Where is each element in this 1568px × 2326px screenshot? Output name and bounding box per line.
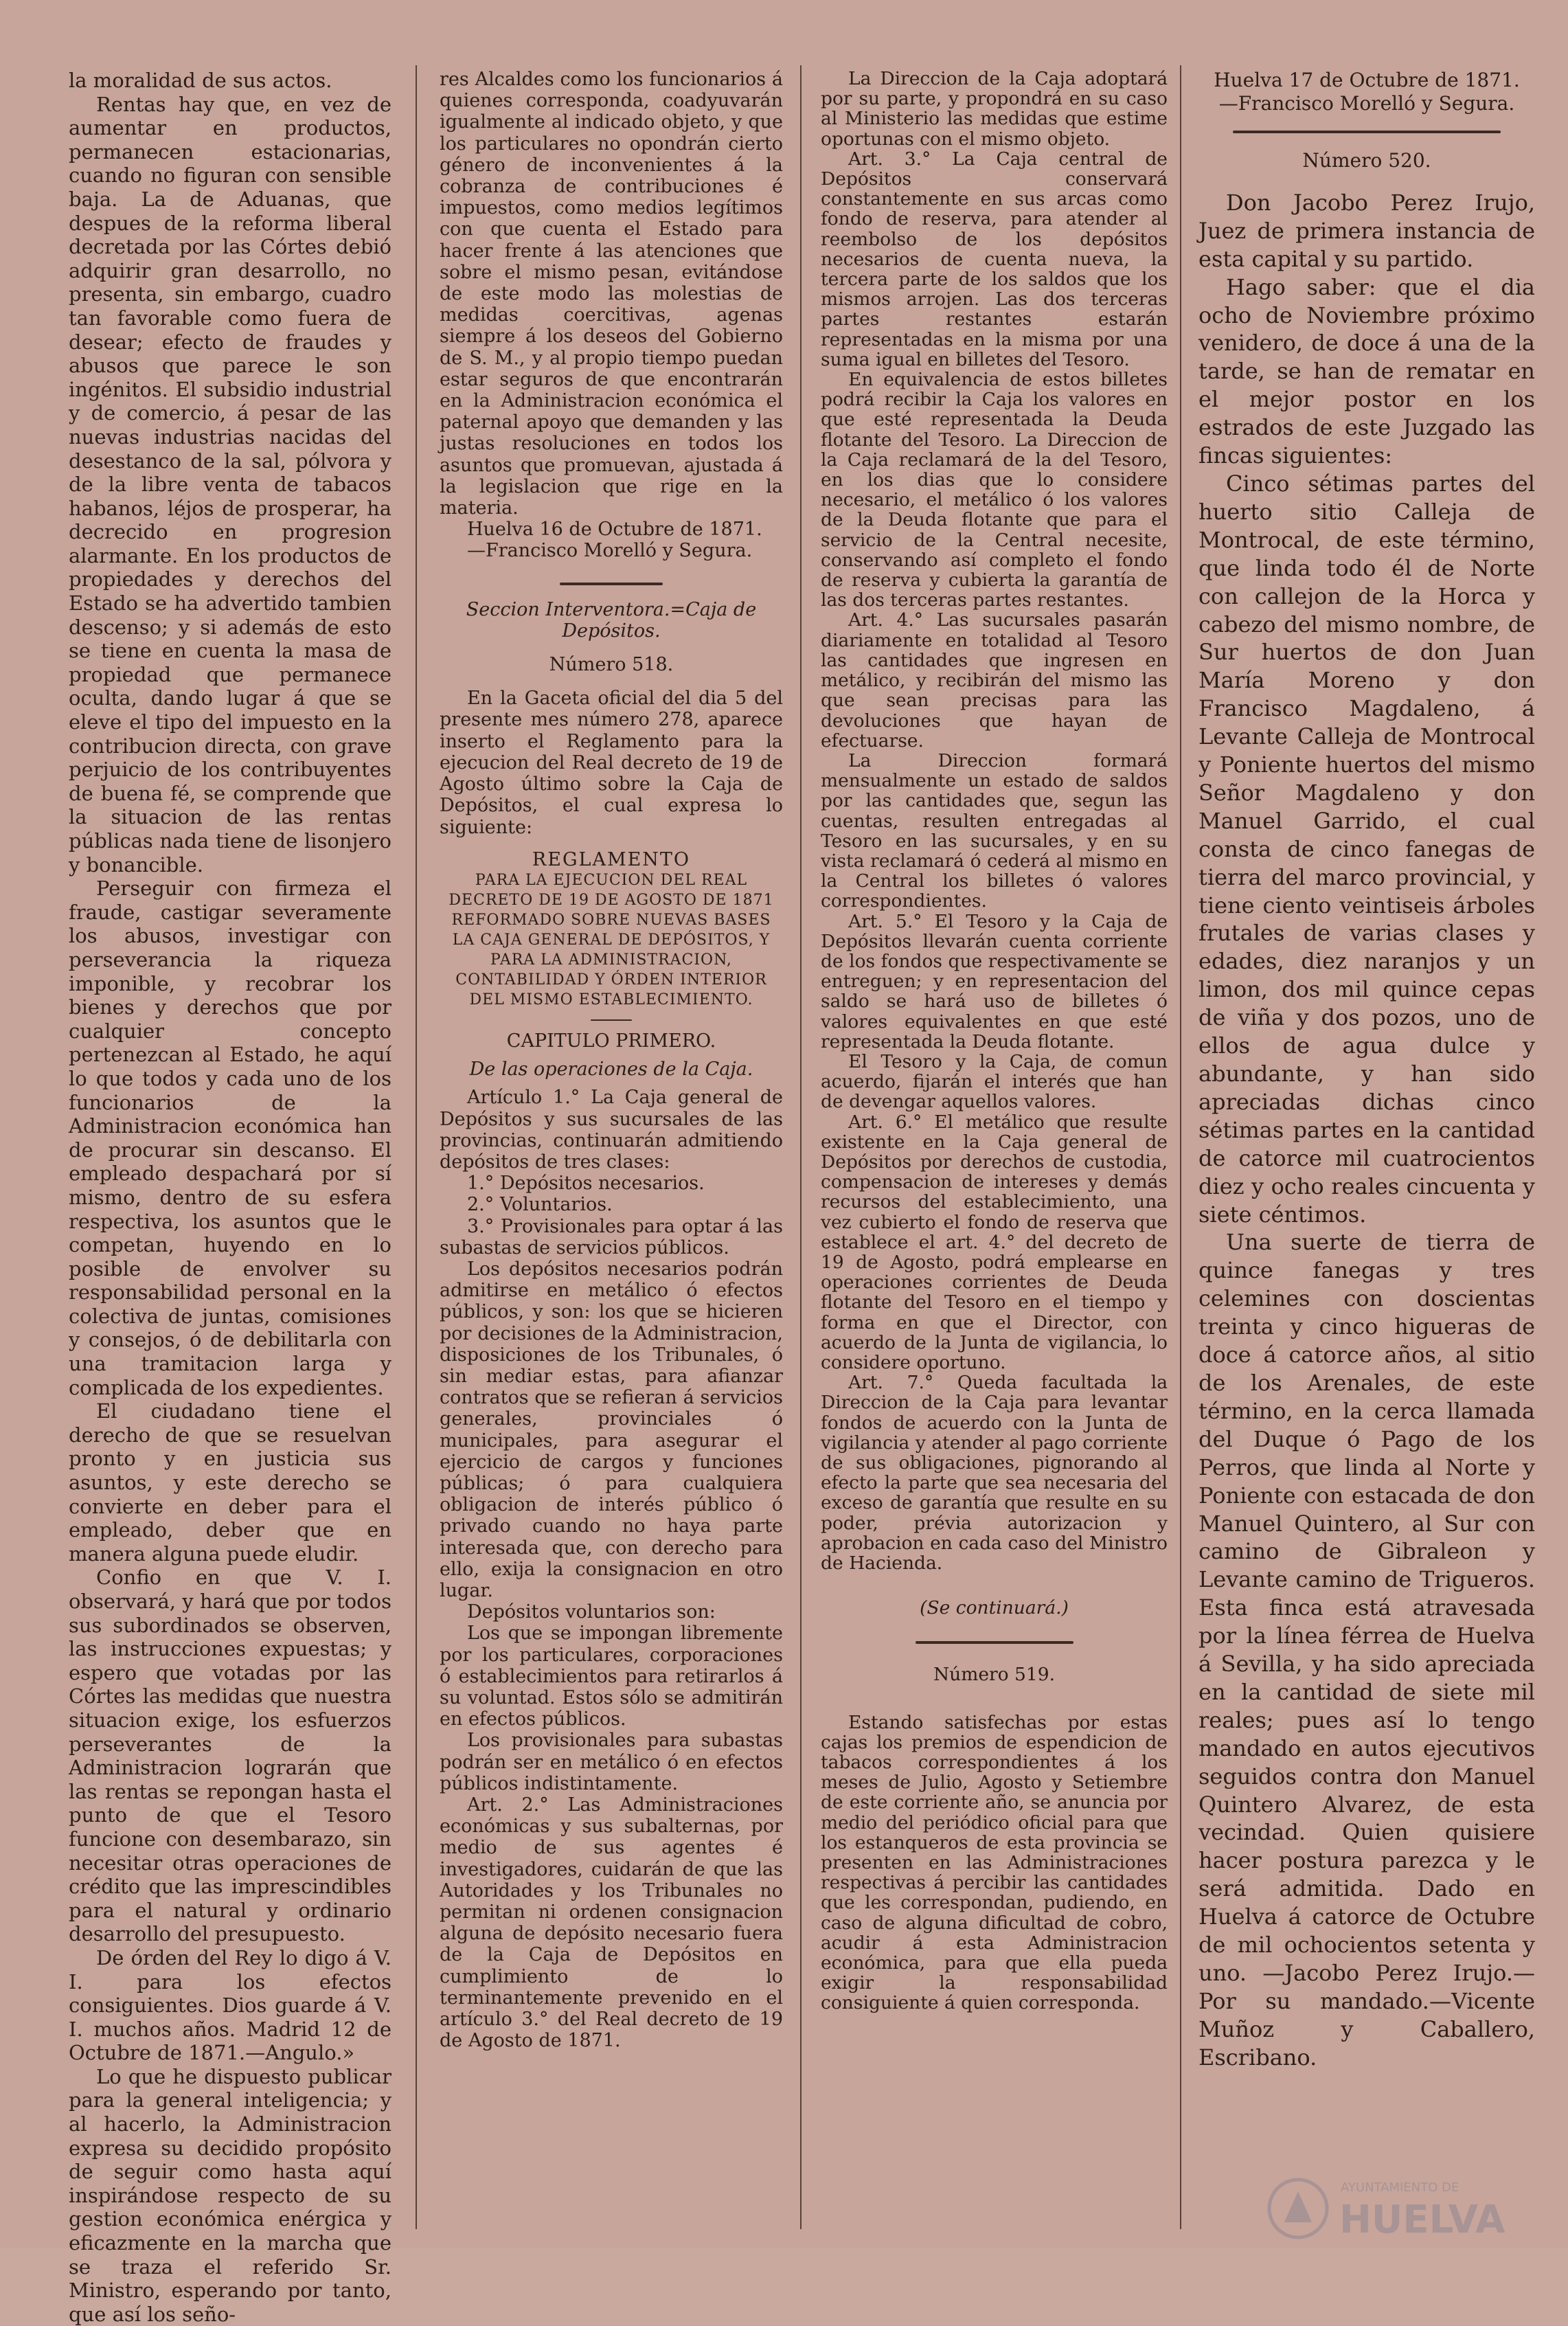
paragraph: Rentas hay que, en vez de aumentar en productos, permanecen estacionarias, cuando no figuran con sensible baja. La de Aduanas, que despues de la reforma liberal decretada por las Córtes debió adquirir gran desarrollo, no presenta, sin embargo, cuadro tan favorable como fuera de desear; efecto de fraudes y abusos que parece le son ingénitos. El subsidio industrial y de comercio, á pesar de las nuevas industrias nacidas del desestanco de la sal, pólvora y de la libre venta de tabacos habanos, léjos de prosperar, ha decrecido en progresion alarmante. En los productos de propiedades y derechos del Estado se ha advertido tambien descenso; y si además de esto se tiene en cuenta la masa de propiedad que permanece oculta, dando lugar á que se eleve el tipo del impuesto en la contribucion directa, con grave perjuicio de los contribuyentes de buena fé, se comprende que la situacion de las rentas públicas nada tiene de lisonjero y bonancible. xyxy=(69,92,391,877)
paragraph: La Direccion formará mensualmente un estado de saldos por las cantidades que, segun las cuentas, resulten entregadas al Tesoro en las sucursales, y en su vista reclamará ó cederá al mismo en la Central los billetes ó valores correspondientes. xyxy=(821,749,1168,912)
reglamento-title: REGLAMENTO xyxy=(532,848,691,870)
paragraph: En equivalencia de estos billetes podrá recibir la Caja los valores en que esté representada la Deuda flotante del Tesoro. La Direccion de la Caja reclamará de la del Tesoro, en los dias que lo considere necesario, el metálico ó los valores de la Deuda flotante que para el servicio de la Central necesite, conservando así completo el fondo de reserva y cubierta la garantía de las dos terceras partes restantes. xyxy=(821,369,1168,611)
divider xyxy=(1233,131,1501,133)
paragraph: Art. 2.° Las Administraciones económicas y sus subalternas, por medio de sus agentes é investigadores, cuidarán de que las Autoridades y los Tribunales no permitan ni ordenen consignacion alguna de depósito necesario fuera de la Caja de Depósitos en cumplimiento de lo terminantemente prevenido en el artículo 3.° del Real decreto de 19 de Agosto de 1871. xyxy=(440,1794,783,2052)
chapter-subtitle: De las operaciones de la Caja. xyxy=(469,1059,753,1081)
paragraph: Art. 4.° Las sucursales pasarán diariamente en totalidad al Tesoro las cantidades que ingresen en metálico, y recibirán del mismo las que sean precisas para las devoluciones que hayan de efectuarse. xyxy=(821,609,1168,752)
paragraph: Los provisionales para subastas podrán ser en metálico ó en efectos públicos indistintamente. xyxy=(440,1730,783,1794)
paragraph: la moralidad de sus actos. xyxy=(69,69,332,92)
signature-date: Huelva 17 de Octubre de 1871. xyxy=(1214,69,1520,91)
list-item: 3.° Provisionales para optar á las subastas de servicios públicos. xyxy=(440,1215,783,1258)
paragraph: Estando satisfechas por estas cajas los premios de espendicion de tabacos correspondientes á los meses de Julio, Agosto y Setiembre de este corriente año, se anuncia por medio del periódico oficial para que los estanqueros de esta provincia se presenten en las Administraciones respectivas á percibir las cantidades que les correspondan, pudiendo, en caso de alguna dificultad de cobro, acudir á esta Administracion económica, para que ella pueda exigir la responsabilidad consiguiente á quien corresponda. xyxy=(821,1711,1168,2014)
paragraph: Depósitos voluntarios son: xyxy=(467,1601,716,1623)
paragraph: La Direccion de la Caja adoptará por su parte, y propondrá en su caso al Ministerio las medidas que estime oportunas con el mismo objeto. xyxy=(821,68,1168,150)
signature-name: —Francisco Morelló y Segura. xyxy=(467,540,753,562)
paragraph: Art. 6.° El metálico que resulte existente en la Caja general de Depósitos por derechos de custodia, compensacion de intereses y demás recursos del establecimiento, una vez cubierto el fondo de reserva que establece el art. 4.° del decreto de 19 de Agosto, podrá emplearse en operaciones corrientes de Deuda flotante del Tesoro en el tiempo y forma en que el Director, con acuerdo de la Junta de vigilancia, lo considere oportuno. xyxy=(821,1111,1168,1373)
column-3 xyxy=(821,69,1168,2212)
paragraph: Don Jacobo Perez Irujo, Juez de primera instancia de esta capital y su partido. xyxy=(1198,189,1535,272)
list-item: 1.° Depósitos necesarios. xyxy=(467,1173,705,1195)
paragraph: El ciudadano tiene el derecho de que se resuelvan pronto y en justicia sus asuntos, y este derecho se convierte en deber para el empleado, deber que en manera alguna puede eludir. xyxy=(69,1399,391,1566)
paragraph: Los que se impongan libremente por los particulares, corporaciones ó establecimientos para retirarlos á su voluntad. Estos sólo se admitirán en efectos públicos. xyxy=(440,1623,783,1730)
paragraph: Lo que he dispuesto publicar para la general inteligencia; y al hacerlo, la Administracion expresa su decidido propósito de seguir como hasta aquí inspirándose respecto de su gestion económica enérgica y eficazmente en la marcha que se traza el referido Sr. Ministro, esperando por tanto, que así los seño- xyxy=(69,2064,391,2326)
paragraph: En la Gaceta oficial del dia 5 del presente mes número 278, aparece inserto el Reglamento para la ejecucion del Real decreto de 19 de Agosto último sobre la Caja de Depósitos, el cual expresa lo siguiente: xyxy=(440,688,783,838)
paragraph: res Alcaldes como los funcionarios á quienes corresponda, coadyuvarán igualmente al indicado objeto, y que los particulares no opondrán cierto género de inconvenientes á la cobranza de contribuciones é impuestos, como medios legítimos con que cuenta el Estado para hacer frente á las atenciones que sobre el mismo pesan, evitándose de este modo las molestias de medidas coercitivas, agenas siempre á los deseos del Gobierno de S. M., y al propio tiempo puedan estar seguros de que encontrarán en la Administracion económica el paternal apoyo que demanden y las justas resoluciones en todos los asuntos que promuevan, ajustada á la legislacion que rige en la materia. xyxy=(440,69,783,519)
signature-date: Huelva 16 de Octubre de 1871. xyxy=(467,519,762,541)
paragraph: Artículo 1.° La Caja general de Depósitos y sus sucursales de las provincias, continuarán admitiendo depósitos de tres clases: xyxy=(440,1087,783,1173)
reglamento-subtitle: PARA LA EJECUCION DEL REAL DECRETO DE 19 DE AGOSTO DE 1871 REFORMADO SOBRE NUEVAS BASES LA CAJA GENERAL DE DEPÓSITOS, Y PARA LA ADMINISTRACION, CONTABILIDAD Y ÓRDEN INTERIOR DEL MISMO ESTABLECIMIENTO. xyxy=(448,871,774,1008)
list-item: 2.° Voluntarios. xyxy=(467,1194,613,1216)
paragraph: Cinco sétimas partes del huerto sitio Calleja de Montrocal, de este término, que linda todo él de Norte con callejon de la Horca y cabezo del mismo nombre, de Sur huertos de don Juan María Moreno y don Francisco Magdaleno, á Levante Calleja de Montrocal y Poniente huertos del mismo Señor Magdaleno y don Manuel Garrido, el cual consta de cinco fanegas de tierra del marco provincial, y tiene ciento veintiseis árboles frutales de varias clases y edades, diez naranjos y un limon, dos mil quince cepas de viña y dos pozos, uno de ellos de agua dulce y abundante, y han sido apreciadas dichas cinco sétimas partes en la cantidad de catorce mil cuatrocientos diez y ocho reales cincuenta y siete céntimos. xyxy=(1198,470,1535,1228)
chapter-heading: CAPITULO PRIMERO. xyxy=(506,1030,716,1052)
section-heading: Seccion Interventora.=Caja de Depósitos. xyxy=(466,598,757,642)
notice-number: Número 519. xyxy=(933,1664,1056,1686)
divider xyxy=(560,583,663,585)
paragraph: Art. 3.° La Caja central de Depósitos conservará constantemente en sus arcas como fondo de reserva, para atender al reembolso de los depósitos necesarios de cuenta nueva, la tercera parte de los saldos que los mismos arrojen. Las dos terceras partes restantes estarán representadas en la misma por una suma igual en billetes del Tesoro. xyxy=(821,148,1168,370)
column-divider xyxy=(1180,65,1181,2229)
divider xyxy=(591,1019,632,1021)
signature-name: —Francisco Morelló y Segura. xyxy=(1218,92,1515,115)
notice-number: Número 520. xyxy=(1302,149,1431,172)
notice-number: Número 518. xyxy=(549,654,674,676)
paragraph: De órden del Rey lo digo á V. I. para los efectos consiguientes. Dios guarde á V. I. muchos años. Madrid 12 de Octubre de 1871.—Angulo.» xyxy=(69,1945,391,2065)
paragraph: Hago saber: que el dia ocho de Noviembre próximo venidero, de doce á una de la tarde, se han de rematar en el mejor postor en los estrados de este Juzgado las fincas siguientes: xyxy=(1198,273,1535,469)
paragraph: Art. 7.° Queda facultada la Direccion de la Caja para levantar fondos de acuerdo con la Junta de vigilancia y atender al pago corriente de sus obligaciones, pignorando al efecto la parte que sea necesaria del exceso de garantía que resulte en su poder, prévia autorizacion y aprobacion en cada caso del Ministro de Hacienda. xyxy=(821,1372,1168,1574)
divider xyxy=(916,1641,1073,1644)
paragraph: El Tesoro y la Caja, de comun acuerdo, fijarán el interés que han de devengar aquellos valores. xyxy=(821,1050,1168,1113)
column-4 xyxy=(1198,69,1535,2212)
continued-note: (Se continuará.) xyxy=(920,1597,1069,1619)
column-2 xyxy=(440,69,783,2212)
paragraph: Confio en que V. I. observará, y hará que por todos sus subordinados se observen, las instrucciones expuestas; y espero que votadas por las Córtes las medidas que nuestra situacion exige, los esfuerzos perseverantes de la Administracion lograrán que las rentas se repongan hasta el punto de que el Tesoro funcione con desembarazo, sin necesitar otras operaciones de crédito que las imprescindibles para el natural y ordinario desarrollo del presupuesto. xyxy=(69,1566,391,1946)
column-1 xyxy=(69,69,391,2326)
paragraph: Una suerte de tierra de quince fanegas y tres celemines con doscientas treinta y cinco higueras de doce á catorce años, al sitio de los Arenales, de este término, en la cerca llamada del Duque ó Pago de los Perros, que linda al Norte y Poniente con estacada de don Manuel Quintero, al Sur con camino de Gibraleon y Levante camino de Trigueros. Esta finca está atravesada por la línea férrea de Huelva á Sevilla, y ha sido apreciada en la cantidad de siete mil reales; pues así lo tengo mandado en autos ejecutivos seguidos contra don Manuel Quintero Alvarez, de esta vecindad. Quien quisiere hacer postura parezca y le será admitida. Dado en Huelva á catorce de Octubre de mil ochocientos setenta y uno. —Jacobo Perez Irujo.—Por su mandado.—Vicente Muñoz y Caballero, Escribano. xyxy=(1198,1229,1535,2070)
seal-small-text: AYUNTAMIENTO DE xyxy=(1341,2180,1459,2195)
seal-text: HUELVA xyxy=(1339,2198,1505,2242)
column-divider xyxy=(800,65,802,2229)
paragraph: Los depósitos necesarios podrán admitirse en metálico ó efectos públicos, y son: los que se hicieren por decisiones de la Administracion, disposiciones de los Tribunales, ó sin mediar estas, para afianzar contratos que se refieran á servicios generales, provinciales ó municipales, para asegurar el ejercicio de cargos y funciones públicas; ó para cualquiera obligacion de interés público ó privado cuando no haya parte interesada que, con derecho para ello, exija la consignacion en otro lugar. xyxy=(440,1258,783,1601)
huelva-watermark-logo xyxy=(1264,2171,1532,2246)
paragraph: Perseguir con firmeza el fraude, castigar severamente los abusos, investigar con perseverancia la riqueza imponible, y recobrar los bienes y derechos que por cualquier concepto pertenezcan al Estado, he aquí lo que todos y cada uno de los funcionarios de la Administracion económica han de procurar sin descanso. El empleado despachará por sí mismo, dentro de su esfera respectiva, los asuntos que le competan, huyendo en lo posible de envolver su responsabilidad personal en la colectiva de juntas, comisiones y consejos, ó de debilitarla con una tramitacion larga y complicada de los expedientes. xyxy=(69,877,391,1399)
paragraph: Art. 5.° El Tesoro y la Caja de Depósitos llevarán cuenta corriente de los fondos que respectivamente se entreguen; y en representacion del saldo se hará uso de billetes ó valores equivalentes en que esté representada la Deuda flotante. xyxy=(821,910,1168,1052)
column-divider xyxy=(416,65,417,2229)
